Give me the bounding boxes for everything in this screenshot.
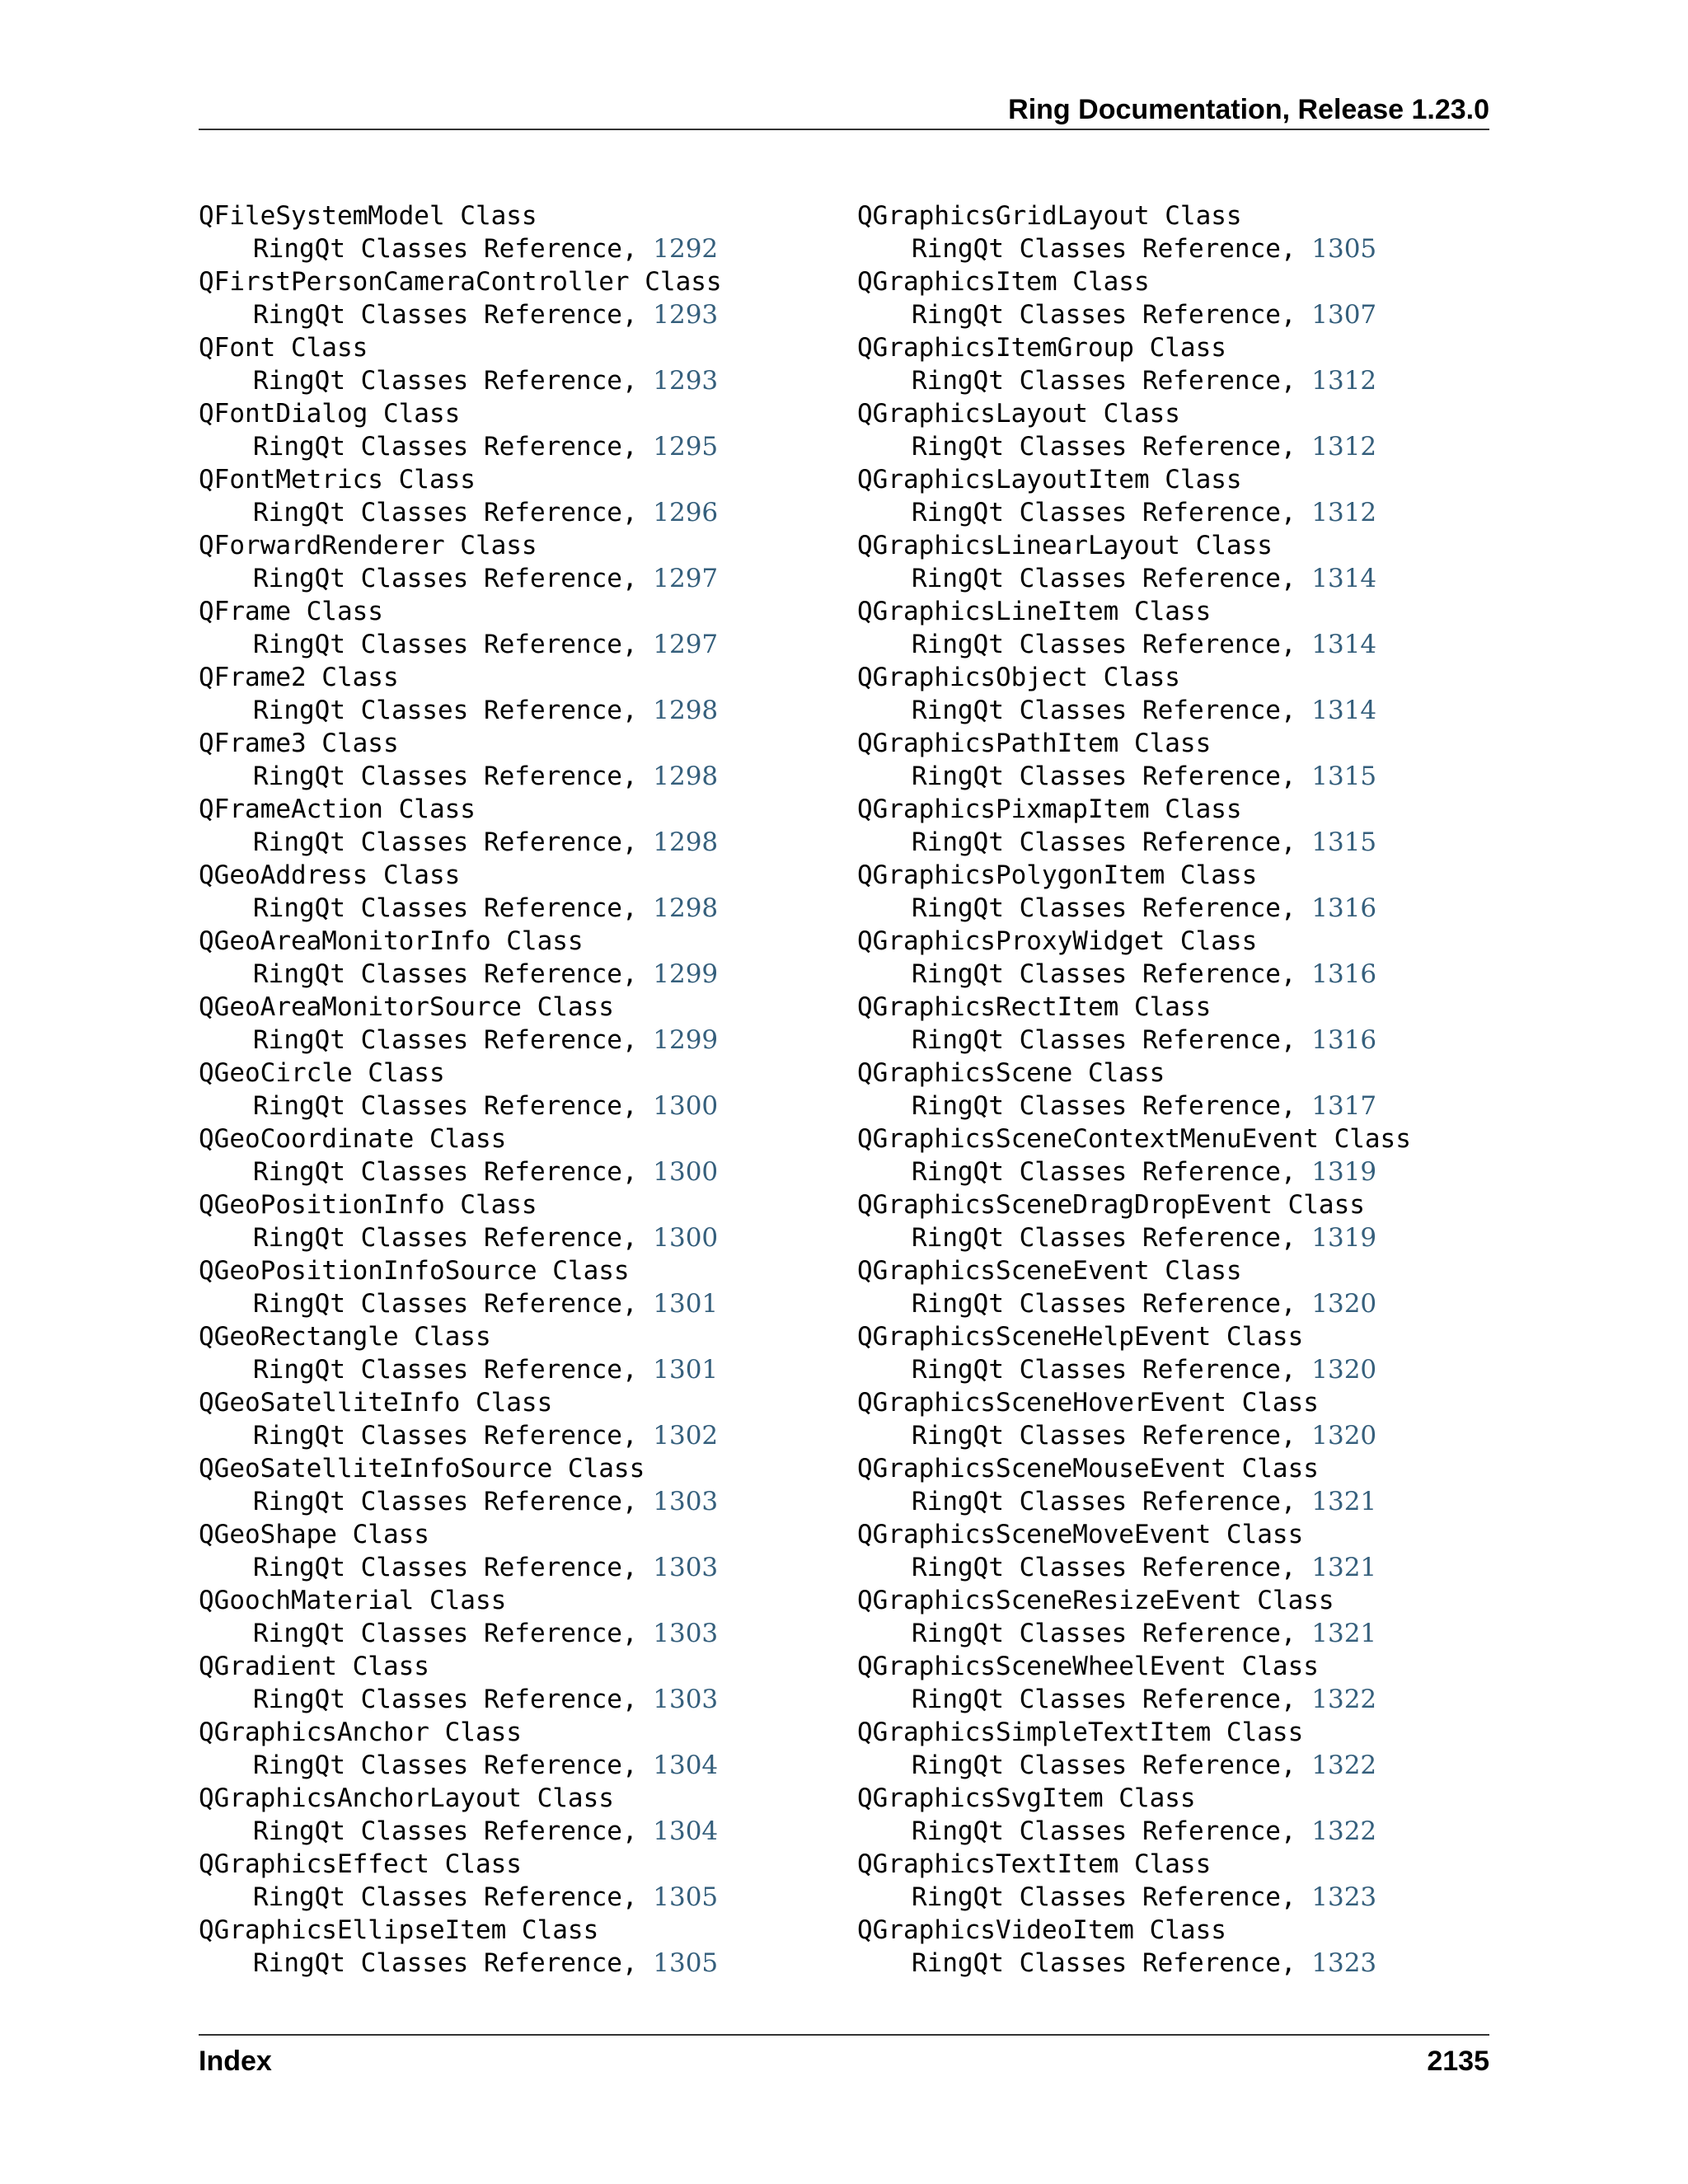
index-entry-name: QGraphicsLayoutItem Class xyxy=(857,465,1242,494)
page-link[interactable]: 1300 xyxy=(653,1091,719,1121)
footer-section-label: Index xyxy=(199,2046,272,2077)
index-entry-reference xyxy=(857,760,1484,793)
reference-label: RingQt Classes Reference, xyxy=(253,630,654,659)
page-link[interactable]: 1316 xyxy=(1311,959,1377,989)
index-entry-name: QGraphicsPathItem Class xyxy=(857,729,1212,758)
index-entry xyxy=(857,1452,1484,1518)
reference-label: RingQt Classes Reference, xyxy=(253,1619,654,1648)
index-entry xyxy=(857,1914,1484,1980)
index-entry xyxy=(199,595,825,661)
reference-label: RingQt Classes Reference, xyxy=(253,564,654,593)
index-entry-name: QGraphicsSceneEvent Class xyxy=(857,1256,1242,1286)
index-entry xyxy=(857,1584,1484,1650)
index-entry-reference xyxy=(199,430,825,463)
index-entry-name: QGeoCoordinate Class xyxy=(199,1124,507,1154)
page-link[interactable]: 1314 xyxy=(1311,696,1377,725)
index-entry-name: QGeoAreaMonitorSource Class xyxy=(199,992,614,1022)
reference-label: RingQt Classes Reference, xyxy=(253,1816,654,1846)
index-entry-name: QGraphicsPolygonItem Class xyxy=(857,860,1258,890)
page-link[interactable]: 1320 xyxy=(1311,1355,1377,1385)
reference-label: RingQt Classes Reference, xyxy=(912,1223,1312,1253)
index-entry xyxy=(199,1716,825,1782)
index-entry xyxy=(199,463,825,529)
page-link[interactable]: 1304 xyxy=(653,1750,719,1780)
reference-label: RingQt Classes Reference, xyxy=(253,366,654,396)
index-entry-reference xyxy=(857,1353,1484,1386)
reference-label: RingQt Classes Reference, xyxy=(912,1750,1312,1780)
index-entry xyxy=(199,265,825,331)
index-entry-name: QGraphicsEffect Class xyxy=(199,1849,522,1879)
document-title: Ring Documentation, Release 1.23.0 xyxy=(1008,94,1489,125)
index-entry xyxy=(857,859,1484,925)
index-entry-name: QGraphicsRectItem Class xyxy=(857,992,1212,1022)
index-entry-name: QGraphicsSvgItem Class xyxy=(857,1783,1196,1813)
reference-label: RingQt Classes Reference, xyxy=(253,696,654,725)
index-entry xyxy=(857,1254,1484,1320)
index-entry xyxy=(199,1386,825,1452)
index-entry-name: QGeoCircle Class xyxy=(199,1058,445,1088)
index-entry-name: QGraphicsAnchorLayout Class xyxy=(199,1783,614,1813)
reference-label: RingQt Classes Reference, xyxy=(253,432,654,462)
index-entry-reference xyxy=(857,1090,1484,1122)
index-entry-name: QGraphicsSceneHoverEvent Class xyxy=(857,1388,1319,1418)
index-entry-reference xyxy=(857,232,1484,265)
page-link[interactable]: 1297 xyxy=(653,630,719,659)
reference-label: RingQt Classes Reference, xyxy=(912,959,1312,989)
index-entry-reference xyxy=(199,1617,825,1650)
index-entry-name: QGraphicsLayout Class xyxy=(857,399,1180,429)
index-entry-name: QGraphicsScene Class xyxy=(857,1058,1165,1088)
index-entry-reference xyxy=(199,562,825,595)
index-entry xyxy=(857,529,1484,595)
page-link[interactable]: 1303 xyxy=(653,1619,719,1648)
index-entry-reference xyxy=(199,298,825,331)
reference-label: RingQt Classes Reference, xyxy=(253,1948,654,1978)
index-entry-name: QGraphicsSceneHelpEvent Class xyxy=(857,1322,1304,1352)
reference-label: RingQt Classes Reference, xyxy=(253,1157,654,1187)
index-entry-name: QFont Class xyxy=(199,333,368,363)
index-entry-name: QGraphicsObject Class xyxy=(857,663,1180,692)
index-entry-name: QGraphicsSceneContextMenuEvent Class xyxy=(857,1124,1411,1154)
index-entry xyxy=(857,1057,1484,1122)
reference-label: RingQt Classes Reference, xyxy=(912,1289,1312,1319)
index-entry-reference xyxy=(857,298,1484,331)
index-entry-name: QGraphicsItem Class xyxy=(857,267,1150,297)
index-entry-reference xyxy=(199,1815,825,1848)
page-link[interactable]: 1319 xyxy=(1311,1223,1377,1253)
index-entry-name: QGraphicsGridLayout Class xyxy=(857,201,1242,231)
index-entry-reference xyxy=(857,958,1484,991)
index-entry-reference xyxy=(199,1221,825,1254)
page-link[interactable]: 1307 xyxy=(1311,300,1377,330)
index-entry-name: QGradient Class xyxy=(199,1652,429,1681)
page-link[interactable]: 1305 xyxy=(653,1882,719,1912)
reference-label: RingQt Classes Reference, xyxy=(912,1421,1312,1451)
reference-label: RingQt Classes Reference, xyxy=(912,1619,1312,1648)
reference-label: RingQt Classes Reference, xyxy=(253,1750,654,1780)
page-link[interactable]: 1304 xyxy=(653,1816,719,1846)
index-entry-reference xyxy=(199,1024,825,1057)
index-entry xyxy=(199,859,825,925)
index-entry-name: QFirstPersonCameraController Class xyxy=(199,267,722,297)
index-entry-name: QGeoAddress Class xyxy=(199,860,461,890)
index-entry-reference xyxy=(857,1221,1484,1254)
reference-label: RingQt Classes Reference, xyxy=(912,498,1312,527)
page-link[interactable]: 1316 xyxy=(1311,1025,1377,1055)
index-entry-name: QGraphicsSimpleTextItem Class xyxy=(857,1718,1304,1747)
index-entry-name: QFrame Class xyxy=(199,597,383,626)
index-entry xyxy=(199,331,825,397)
page-link[interactable]: 1301 xyxy=(653,1289,719,1319)
reference-label: RingQt Classes Reference, xyxy=(253,762,654,791)
index-entry-name: QForwardRenderer Class xyxy=(199,531,537,560)
index-entry-name: QFileSystemModel Class xyxy=(199,201,537,231)
index-entry-reference xyxy=(857,1749,1484,1782)
page-link[interactable]: 1322 xyxy=(1311,1750,1377,1780)
page-link[interactable]: 1312 xyxy=(1311,432,1377,462)
page-number: 2135 xyxy=(1427,2046,1489,2077)
index-entry-reference xyxy=(199,1749,825,1782)
index-entry-reference xyxy=(199,1485,825,1518)
reference-label: RingQt Classes Reference, xyxy=(912,1816,1312,1846)
index-entry xyxy=(199,1782,825,1848)
index-entry xyxy=(199,199,825,265)
index-entry xyxy=(199,1914,825,1980)
page-link[interactable]: 1298 xyxy=(653,893,719,923)
index-entry xyxy=(199,793,825,859)
index-entry xyxy=(199,1320,825,1386)
page-link[interactable]: 1299 xyxy=(653,959,719,989)
page-link[interactable]: 1323 xyxy=(1311,1882,1377,1912)
index-entry-name: QGraphicsVideoItem Class xyxy=(857,1915,1226,1945)
reference-label: RingQt Classes Reference, xyxy=(912,1487,1312,1516)
reference-label: RingQt Classes Reference, xyxy=(253,1882,654,1912)
index-entry-reference xyxy=(857,1024,1484,1057)
index-entry-reference xyxy=(857,628,1484,661)
reference-label: RingQt Classes Reference, xyxy=(253,893,654,923)
index-entry-name: QGraphicsSceneWheelEvent Class xyxy=(857,1652,1319,1681)
page-link[interactable]: 1299 xyxy=(653,1025,719,1055)
reference-label: RingQt Classes Reference, xyxy=(253,1685,654,1714)
index-entry xyxy=(857,1716,1484,1782)
page-header xyxy=(199,92,1489,130)
page-link[interactable]: 1321 xyxy=(1311,1619,1377,1648)
index-entry xyxy=(199,1122,825,1188)
index-entry xyxy=(857,1848,1484,1914)
index-entry xyxy=(857,661,1484,727)
page-link[interactable]: 1293 xyxy=(653,366,719,396)
index-entry-reference xyxy=(199,364,825,397)
reference-label: RingQt Classes Reference, xyxy=(253,498,654,527)
index-entry-reference xyxy=(199,628,825,661)
index-entry-reference xyxy=(199,1881,825,1914)
page-link[interactable]: 1320 xyxy=(1311,1421,1377,1451)
index-entry-reference xyxy=(199,1947,825,1980)
reference-label: RingQt Classes Reference, xyxy=(912,366,1312,396)
page-link[interactable]: 1303 xyxy=(653,1553,719,1582)
index-entry-name: QGraphicsEllipseItem Class xyxy=(199,1915,599,1945)
index-entry xyxy=(199,1518,825,1584)
reference-label: RingQt Classes Reference, xyxy=(912,1025,1312,1055)
index-entry-reference xyxy=(199,1419,825,1452)
reference-label: RingQt Classes Reference, xyxy=(912,300,1312,330)
page-link[interactable]: 1315 xyxy=(1311,827,1377,857)
reference-label: RingQt Classes Reference, xyxy=(912,1553,1312,1582)
reference-label: RingQt Classes Reference, xyxy=(912,1685,1312,1714)
index-entry xyxy=(857,1650,1484,1716)
index-entry xyxy=(857,1386,1484,1452)
index-entry-reference xyxy=(199,496,825,529)
index-entry xyxy=(199,1848,825,1914)
index-entry xyxy=(857,925,1484,991)
index-entry-name: QGeoAreaMonitorInfo Class xyxy=(199,926,584,956)
index-entry xyxy=(199,727,825,793)
index-entry-name: QGeoPositionInfo Class xyxy=(199,1190,537,1220)
index-entry-reference xyxy=(857,364,1484,397)
reference-label: RingQt Classes Reference, xyxy=(253,234,654,264)
index-entry xyxy=(857,727,1484,793)
page-link[interactable]: 1316 xyxy=(1311,893,1377,923)
page-link[interactable]: 1320 xyxy=(1311,1289,1377,1319)
page-link[interactable]: 1297 xyxy=(653,564,719,593)
index-entry-reference xyxy=(857,1881,1484,1914)
reference-label: RingQt Classes Reference, xyxy=(253,1289,654,1319)
index-entry-reference xyxy=(199,232,825,265)
index-entry xyxy=(199,1584,825,1650)
index-entry xyxy=(857,1782,1484,1848)
index-entry-reference xyxy=(857,826,1484,859)
index-entry xyxy=(199,397,825,463)
index-entry-reference xyxy=(857,1815,1484,1848)
reference-label: RingQt Classes Reference, xyxy=(253,1025,654,1055)
page-link[interactable]: 1317 xyxy=(1311,1091,1377,1121)
index-entry-reference xyxy=(199,958,825,991)
index-entry xyxy=(199,1452,825,1518)
index-entry-reference xyxy=(199,1155,825,1188)
page-link[interactable]: 1293 xyxy=(653,300,719,330)
index-entry-name: QGeoShape Class xyxy=(199,1520,429,1549)
index-entry-reference xyxy=(857,694,1484,727)
page-link[interactable]: 1301 xyxy=(653,1355,719,1385)
page-link[interactable]: 1300 xyxy=(653,1157,719,1187)
index-entry xyxy=(857,793,1484,859)
index-entry xyxy=(199,925,825,991)
page-link[interactable]: 1322 xyxy=(1311,1816,1377,1846)
index-entry-name: QFrameAction Class xyxy=(199,794,476,824)
reference-label: RingQt Classes Reference, xyxy=(912,1882,1312,1912)
index-entry-name: QGeoSatelliteInfoSource Class xyxy=(199,1454,645,1483)
index-entry xyxy=(857,595,1484,661)
index-entry xyxy=(857,199,1484,265)
page-link[interactable]: 1298 xyxy=(653,696,719,725)
page-link[interactable]: 1305 xyxy=(653,1948,719,1978)
index-entry-name: QGeoRectangle Class xyxy=(199,1322,491,1352)
index-entry-name: QFontMetrics Class xyxy=(199,465,476,494)
index-entry xyxy=(199,661,825,727)
reference-label: RingQt Classes Reference, xyxy=(912,893,1312,923)
reference-label: RingQt Classes Reference, xyxy=(253,1355,654,1385)
index-entry xyxy=(857,991,1484,1057)
page-link[interactable]: 1302 xyxy=(653,1421,719,1451)
index-entry-name: QGraphicsSceneMoveEvent Class xyxy=(857,1520,1304,1549)
page-link[interactable]: 1305 xyxy=(1311,234,1377,264)
reference-label: RingQt Classes Reference, xyxy=(912,564,1312,593)
reference-label: RingQt Classes Reference, xyxy=(253,1487,654,1516)
index-entry-name: QGraphicsSceneResizeEvent Class xyxy=(857,1586,1334,1615)
index-entry-reference xyxy=(199,892,825,925)
index-column-right xyxy=(857,199,1484,1980)
index-entry-reference xyxy=(857,1947,1484,1980)
index-entry-reference xyxy=(857,1287,1484,1320)
reference-label: RingQt Classes Reference, xyxy=(912,630,1312,659)
index-entry-reference xyxy=(857,1617,1484,1650)
reference-label: RingQt Classes Reference, xyxy=(253,300,654,330)
reference-label: RingQt Classes Reference, xyxy=(912,1091,1312,1121)
page-footer xyxy=(199,2034,1489,2085)
index-entry-reference xyxy=(199,1551,825,1584)
index-entry-name: QGraphicsProxyWidget Class xyxy=(857,926,1258,956)
index-entry xyxy=(199,529,825,595)
page-link[interactable]: 1312 xyxy=(1311,366,1377,396)
index-entry-reference xyxy=(199,1683,825,1716)
reference-label: RingQt Classes Reference, xyxy=(253,1091,654,1121)
index-entry-name: QGraphicsTextItem Class xyxy=(857,1849,1212,1879)
page-link[interactable]: 1303 xyxy=(653,1487,719,1516)
index-entry xyxy=(857,463,1484,529)
page-link[interactable]: 1312 xyxy=(1311,498,1377,527)
index-entry-reference xyxy=(857,1485,1484,1518)
index-entry-name: QFrame2 Class xyxy=(199,663,399,692)
index-entry-reference xyxy=(199,826,825,859)
index-entry-reference xyxy=(857,892,1484,925)
page-link[interactable]: 1321 xyxy=(1311,1487,1377,1516)
page-link[interactable]: 1314 xyxy=(1311,564,1377,593)
index-entry xyxy=(857,1188,1484,1254)
index-entry xyxy=(857,397,1484,463)
reference-label: RingQt Classes Reference, xyxy=(912,696,1312,725)
page-link[interactable]: 1323 xyxy=(1311,1948,1377,1978)
index-entry-reference xyxy=(199,1090,825,1122)
index-entry xyxy=(199,1188,825,1254)
index-entry-name: QGraphicsItemGroup Class xyxy=(857,333,1226,363)
index-entry-reference xyxy=(199,1353,825,1386)
reference-label: RingQt Classes Reference, xyxy=(912,1948,1312,1978)
index-entry xyxy=(199,1254,825,1320)
index-entry-name: QGraphicsAnchor Class xyxy=(199,1718,522,1747)
index-entry xyxy=(857,265,1484,331)
index-entry-reference xyxy=(857,430,1484,463)
index-entry xyxy=(857,1518,1484,1584)
reference-label: RingQt Classes Reference, xyxy=(912,762,1312,791)
index-entry-name: QGraphicsSceneMouseEvent Class xyxy=(857,1454,1319,1483)
reference-label: RingQt Classes Reference, xyxy=(912,827,1312,857)
index-entry-name: QGraphicsPixmapItem Class xyxy=(857,794,1242,824)
index-entry-name: QFrame3 Class xyxy=(199,729,399,758)
page-link[interactable]: 1319 xyxy=(1311,1157,1377,1187)
index-column-left xyxy=(199,199,825,1980)
page-link[interactable]: 1295 xyxy=(653,432,719,462)
index-entry-name: QGeoPositionInfoSource Class xyxy=(199,1256,630,1286)
reference-label: RingQt Classes Reference, xyxy=(912,432,1312,462)
reference-label: RingQt Classes Reference, xyxy=(253,959,654,989)
page-link[interactable]: 1321 xyxy=(1311,1553,1377,1582)
reference-label: RingQt Classes Reference, xyxy=(253,1223,654,1253)
reference-label: RingQt Classes Reference, xyxy=(912,1157,1312,1187)
page-link[interactable]: 1322 xyxy=(1311,1685,1377,1714)
index-entry-reference xyxy=(857,1419,1484,1452)
index-entry-name: QGraphicsSceneDragDropEvent Class xyxy=(857,1190,1365,1220)
index-entry-name: QGraphicsLineItem Class xyxy=(857,597,1212,626)
page-link[interactable]: 1315 xyxy=(1311,762,1377,791)
index-entry-reference xyxy=(857,1683,1484,1716)
page-link[interactable]: 1292 xyxy=(653,234,719,264)
page-link[interactable]: 1298 xyxy=(653,827,719,857)
index-entry xyxy=(857,331,1484,397)
index-entry xyxy=(199,1650,825,1716)
index-entry-name: QGeoSatelliteInfo Class xyxy=(199,1388,553,1418)
index-entry-reference xyxy=(857,1551,1484,1584)
reference-label: RingQt Classes Reference, xyxy=(253,827,654,857)
index-entry-reference xyxy=(857,562,1484,595)
index-entry-reference xyxy=(199,694,825,727)
page-link[interactable]: 1298 xyxy=(653,762,719,791)
page-link[interactable]: 1296 xyxy=(653,498,719,527)
index-entry-reference xyxy=(857,496,1484,529)
index-entry-name: QGoochMaterial Class xyxy=(199,1586,507,1615)
index-entry-reference xyxy=(199,760,825,793)
reference-label: RingQt Classes Reference, xyxy=(253,1553,654,1582)
index-entry xyxy=(199,991,825,1057)
page-link[interactable]: 1314 xyxy=(1311,630,1377,659)
index-entry xyxy=(857,1122,1484,1188)
reference-label: RingQt Classes Reference, xyxy=(912,1355,1312,1385)
index-entry-name: QFontDialog Class xyxy=(199,399,461,429)
index-entry xyxy=(199,1057,825,1122)
index-entry xyxy=(857,1320,1484,1386)
index-entry-reference xyxy=(199,1287,825,1320)
reference-label: RingQt Classes Reference, xyxy=(253,1421,654,1451)
reference-label: RingQt Classes Reference, xyxy=(912,234,1312,264)
page-link[interactable]: 1303 xyxy=(653,1685,719,1714)
page-link[interactable]: 1300 xyxy=(653,1223,719,1253)
index-entry-name: QGraphicsLinearLayout Class xyxy=(857,531,1273,560)
index-entry-reference xyxy=(857,1155,1484,1188)
